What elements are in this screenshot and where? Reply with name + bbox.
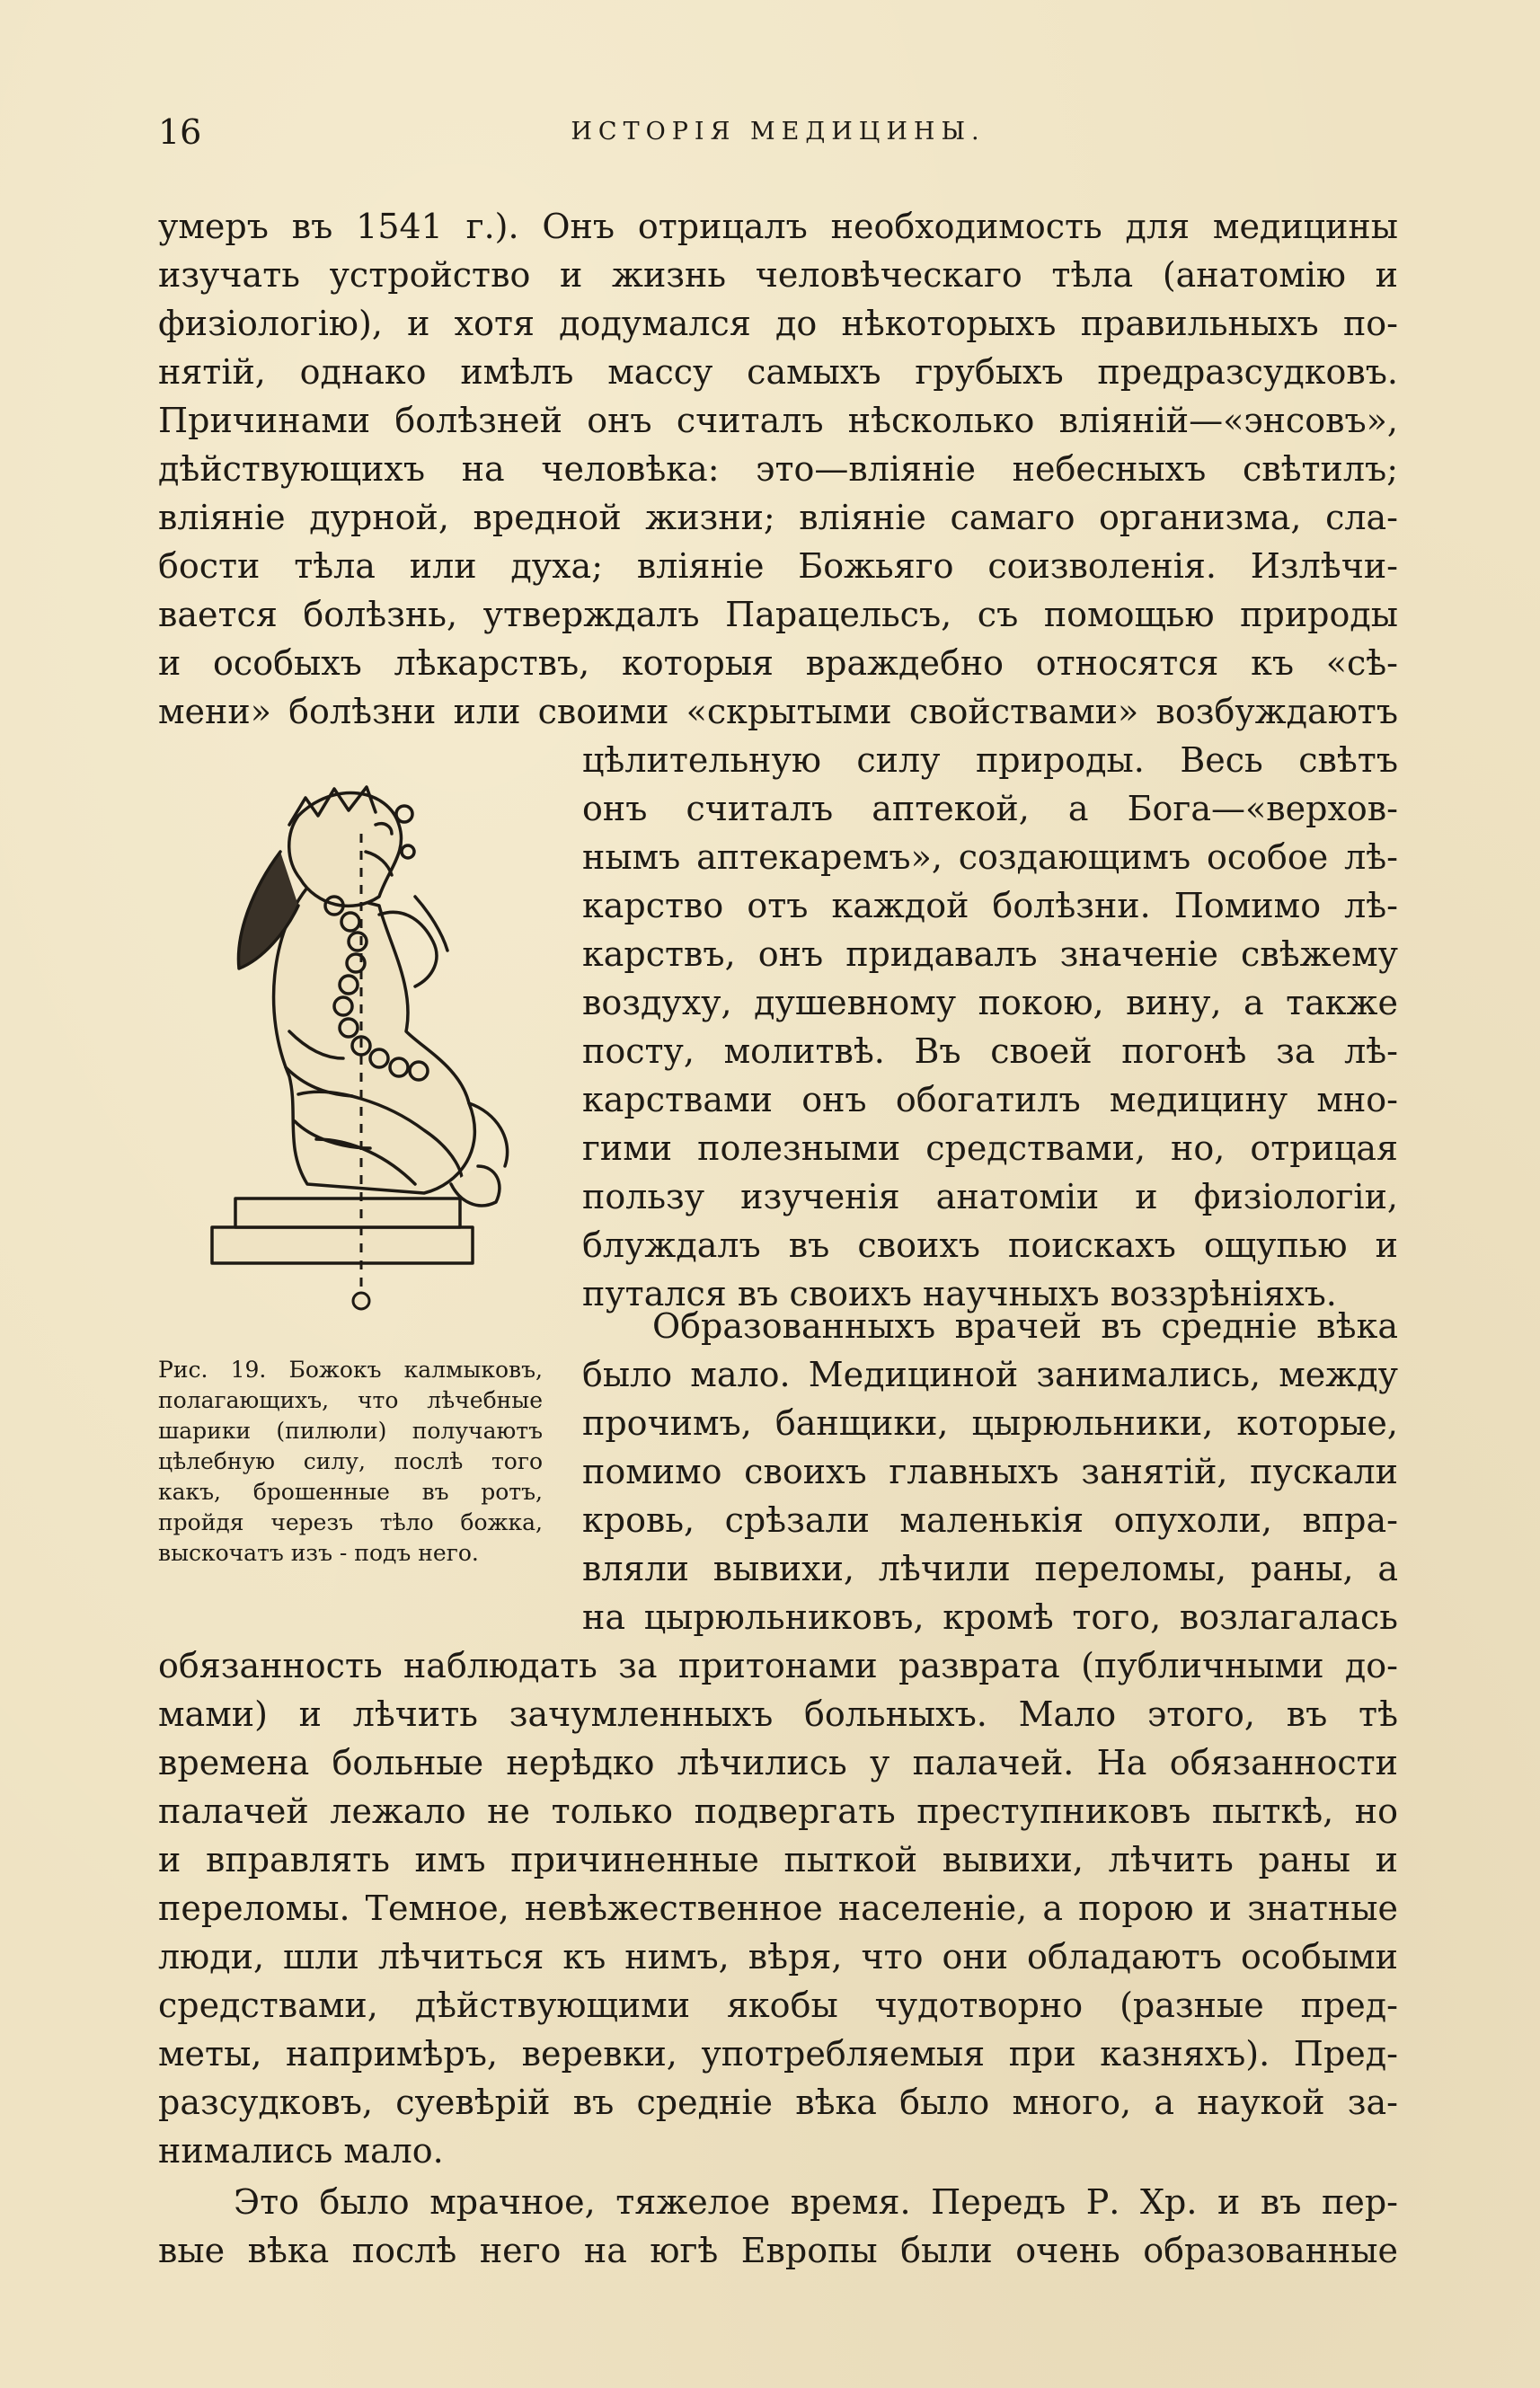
text-line: и вправлять имъ причиненные пыткой вывихи, лѣчить раны и [158, 1840, 1398, 1879]
text-line: физіологію), и хотя додумался до нѣкоторыхъ правильныхъ по- [158, 304, 1398, 343]
caption-line: выскочатъ изъ - подъ него. [158, 1540, 479, 1566]
text-line: пользу изученія анатоміи и физіологіи, [582, 1177, 1398, 1216]
text-line: посту, молитвѣ. Въ своей погонѣ за лѣ- [582, 1031, 1398, 1071]
paragraph-start-line: Это было мрачное, тяжелое время. Передъ Р. Хр. и въ пер- [234, 2182, 1398, 2222]
caption-line: пройдя черезъ тѣло божка, [158, 1509, 543, 1535]
text-line: Причинами болѣзней онъ считалъ нѣсколько вліяній—«энсовъ», [158, 401, 1398, 440]
text-line: воздуху, душевному покою, вину, а также [582, 983, 1398, 1022]
figure-caption [158, 1355, 543, 1569]
running-title: ИСТОРІЯ МЕДИЦИНЫ. [571, 118, 986, 146]
caption-line: цѣлебную силу, послѣ того [158, 1448, 543, 1474]
text-line: нятій, однако имѣлъ массу самыхъ грубыхъ предразсудковъ. [158, 352, 1398, 392]
text-line: карствами онъ обогатилъ медицину мно- [582, 1080, 1398, 1119]
text-line: вые вѣка послѣ него на югѣ Европы были очень образованные [158, 2231, 1398, 2270]
text-line: кровь, срѣзали маленькія опухоли, впра- [582, 1500, 1398, 1540]
text-line: онъ считалъ аптекой, а Бога—«верхов- [582, 789, 1398, 828]
text-line: блуждалъ въ своихъ поискахъ ощупью и [582, 1225, 1398, 1265]
text-line: мени» болѣзни или своими «скрытыми свойствами» возбуждаютъ [158, 692, 1398, 731]
caption-line: какъ, брошенные въ ротъ, [158, 1479, 543, 1505]
text-line: средствами, дѣйствующими якобы чудотворно (разные пред- [158, 1986, 1398, 2025]
text-line: палачей лежало не только подвергать преступниковъ пыткѣ, но [158, 1791, 1398, 1831]
paragraph-start-line: Образованныхъ врачей въ средніе вѣка [652, 1306, 1398, 1346]
text-line: на цырюльниковъ, кромѣ того, возлагалась [582, 1597, 1398, 1637]
text-line: цѣлительную силу природы. Весь свѣтъ [582, 740, 1398, 780]
text-line: прочимъ, банщики, цырюльники, которые, [582, 1403, 1398, 1443]
text-line: вляли вывихи, лѣчили переломы, раны, а [582, 1549, 1398, 1588]
text-line: умеръ въ 1541 г.). Онъ отрицалъ необходимость для медицины [158, 207, 1398, 246]
caption-line: Рис. 19. Божокъ калмыковъ, [158, 1357, 543, 1383]
figure-kalmyk-idol [199, 762, 559, 1328]
text-line: бости тѣла или духа; вліяніе Божьяго соизволенія. Излѣчи- [158, 546, 1398, 586]
caption-line: полагающихъ, что лѣчебные [158, 1387, 543, 1413]
kalmyk-idol-illustration [199, 762, 559, 1328]
text-line: люди, шли лѣчиться къ нимъ, вѣря, что они обладаютъ особыми [158, 1937, 1398, 1977]
page-header [158, 110, 1398, 155]
text-line: времена больные нерѣдко лѣчились у палачей. На обязанности [158, 1743, 1398, 1782]
text-line: карство отъ каждой болѣзни. Помимо лѣ- [582, 886, 1398, 925]
text-line: вается болѣзнь, утверждалъ Парацельсъ, съ помощью природы [158, 595, 1398, 634]
text-line: карствъ, онъ придавалъ значеніе свѣжему [582, 934, 1398, 974]
text-line: и особыхъ лѣкарствъ, которыя враждебно относятся къ «сѣ- [158, 643, 1398, 683]
text-line: нымъ аптекаремъ», создающимъ особое лѣ- [582, 837, 1398, 877]
text-line: помимо своихъ главныхъ занятій, пускали [582, 1452, 1398, 1491]
text-line: разсудковъ, суевѣрій въ средніе вѣка было много, а наукой за- [158, 2083, 1398, 2122]
text-line: вліяніе дурной, вредной жизни; вліяніе самаго организма, сла- [158, 498, 1398, 537]
text-line: путался въ своихъ научныхъ воззрѣніяхъ. [582, 1274, 1337, 1313]
text-line: дѣйствующихъ на человѣка: это—вліяніе небесныхъ свѣтилъ; [158, 449, 1398, 489]
text-line: обязанность наблюдать за притонами разврата (публичными до- [158, 1646, 1398, 1685]
text-line: было мало. Медициной занимались, между [582, 1355, 1398, 1394]
text-line: изучать устройство и жизнь человѣческаго тѣла (анатомію и [158, 255, 1398, 295]
caption-line: шарики (пилюли) получаютъ [158, 1418, 543, 1444]
text-line: нимались мало. [158, 2131, 444, 2171]
text-line: меты, напримѣръ, веревки, употребляемыя при казняхъ). Пред- [158, 2034, 1398, 2074]
text-line: переломы. Темное, невѣжественное населеніе, а порою и знатные [158, 1888, 1398, 1928]
page-number: 16 [158, 112, 202, 152]
text-line: гими полезными средствами, но, отрицая [582, 1128, 1398, 1168]
text-line: мами) и лѣчить зачумленныхъ больныхъ. Мало этого, въ тѣ [158, 1694, 1398, 1734]
